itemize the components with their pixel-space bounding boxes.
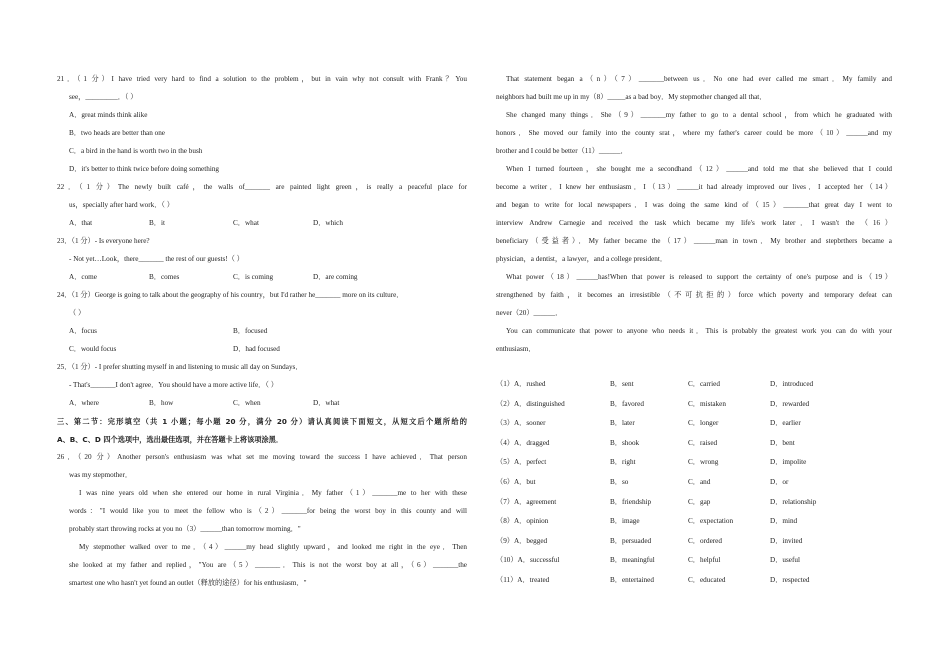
passage-line-15: You can communicate that power to anyone who needs it．This is probably the greatest work you can do with your — [506, 327, 892, 335]
passage-line-9: interview Andrew Carnegie and received the task which became my life's work later．I wasn't the （16） — [496, 219, 892, 227]
blank-11-option-b[interactable]: B．entertained — [610, 576, 654, 584]
blank-1-option-d[interactable]: D．introduced — [770, 380, 814, 388]
blank-4-option-d[interactable]: D．bent — [770, 438, 795, 447]
blank-5-option-b[interactable]: B．right — [610, 458, 636, 467]
passage-line-13: strengthened by faith，it becomes an irresistible（不可抗拒的）force which poverty and temporary defeat can — [496, 291, 892, 299]
q22-option-a[interactable]: A．that — [69, 219, 93, 227]
q23-stem-line1: 23．（1 分）- Is everyone here? — [57, 237, 150, 245]
blank-4-option-a[interactable]: （4）A．dragged — [496, 438, 550, 447]
blank-5-option-a[interactable]: （5）A．perfect — [496, 458, 547, 467]
q22-stem-line2: us，specially after hard work．（ ） — [69, 201, 174, 209]
blank-2-option-c[interactable]: C．mistaken — [688, 399, 726, 408]
q23-stem-line2: - Not yet…Look，there_______ the rest of our guests!（ ） — [69, 255, 244, 263]
q24-option-a[interactable]: A．focus — [69, 327, 97, 335]
q26-passage-line5: probably start throwing rocks at you no（3）______than tomorrow morning．" — [69, 525, 301, 533]
q24-option-b[interactable]: B．focused — [233, 327, 268, 335]
blank-1-option-b[interactable]: B．sent — [610, 380, 634, 388]
blank-8-option-b[interactable]: B．image — [610, 517, 640, 526]
blank-10-option-b[interactable]: B．meaningful — [610, 556, 655, 565]
blank-11-option-d[interactable]: D．respected — [770, 576, 810, 584]
q21-option-a[interactable]: A．great minds think alike — [69, 111, 148, 119]
q26-passage-line4: words："I would like you to meet the fellow who is（2）_______for being the worst boy in this county and will — [69, 507, 467, 515]
blank-10-option-a[interactable]: （10）A．successful — [496, 556, 560, 565]
passage-line-7: become a writer．I knew her enthusiasm．I（13）______it had already improved our lives．I accepted her（14） — [496, 183, 892, 191]
q22-option-b[interactable]: B．it — [149, 219, 165, 227]
blank-9-option-c[interactable]: C．ordered — [688, 536, 722, 545]
q25-option-c[interactable]: C．when — [233, 399, 261, 407]
q25-option-a[interactable]: A．where — [69, 399, 99, 407]
q21-option-b[interactable]: B．two heads are better than one — [69, 129, 165, 137]
blank-11-option-a[interactable]: （11）A．treated — [496, 576, 550, 584]
q24-stem-line1: 24．（1 分）George is going to talk about the geography of his country，but I'd rather he_______ more on its culture． — [57, 291, 404, 299]
blank-6-option-c[interactable]: C．and — [688, 478, 711, 486]
blank-2-option-a[interactable]: （2）A．distinguished — [496, 399, 565, 408]
passage-line-12: What power（18）______has!When that power is released to support the certainty of one's purpose and is（19） — [506, 273, 892, 281]
q21-option-c[interactable]: C．a bird in the hand is worth two in the bush — [69, 147, 203, 155]
blank-3-option-a[interactable]: （3）A．sooner — [496, 419, 546, 428]
passage-line-10: beneficiary（受益者）．My father became the（17）______man in town．My brother and stepbrthers became a — [496, 237, 892, 245]
blank-9-option-d[interactable]: D．invited — [770, 536, 803, 545]
blank-2-option-d[interactable]: D．rewarded — [770, 399, 810, 408]
passage-line-11: physician，a dentist，a lawyer，and a college president． — [496, 255, 668, 263]
q23-option-d[interactable]: D．are coming — [313, 273, 358, 281]
blank-5-option-c[interactable]: C．wrong — [688, 458, 719, 467]
q21-stem-line1: 21．（1 分）I have tried very hard to find a solution to the problem，but in vain why not consult with Frank？You — [57, 75, 467, 83]
blank-11-option-c[interactable]: C．educated — [688, 576, 726, 584]
blank-10-option-c[interactable]: C．helpful — [688, 556, 721, 565]
blank-8-option-a[interactable]: （8）A．opinion — [496, 517, 549, 526]
blank-7-option-b[interactable]: B．friendship — [610, 497, 652, 506]
blank-6-option-d[interactable]: D．or — [770, 478, 789, 486]
blank-8-option-d[interactable]: D．mind — [770, 517, 798, 526]
blank-8-option-c[interactable]: C．expectation — [688, 517, 734, 526]
q26-passage-line6: My stepmother walked over to me．（4）______my head slightly upward，and looked me right in the eye．Then — [79, 543, 467, 551]
q23-option-a[interactable]: A．come — [69, 273, 97, 281]
blank-1-option-a[interactable]: （1）A．rushed — [496, 380, 546, 388]
passage-line-6: When I turned fourteen，she bought me a secondhand（12）______and told me that she believed that I could — [506, 165, 892, 173]
q26-passage-line7: she looked at my father and replied，"You are（5）_______．This is not the worst boy at all，（6）_______the — [69, 561, 467, 569]
q26-passage-line8: smartest one who hasn't yet found an outlet（释放的途径）for his enthusiasm．" — [69, 579, 307, 587]
passage-line-8: and began to write for local newspapers．I was doing the same kind of（15）_______that great day I went to — [496, 201, 892, 209]
blank-6-option-a[interactable]: （6）A．but — [496, 478, 536, 486]
blank-4-option-c[interactable]: C．raised — [688, 438, 718, 447]
blank-9-option-b[interactable]: B．persuaded — [610, 536, 652, 545]
q25-option-d[interactable]: D．what — [313, 399, 340, 407]
blank-10-option-d[interactable]: D．useful — [770, 556, 800, 565]
blank-4-option-b[interactable]: B．shook — [610, 438, 640, 447]
q25-stem-line2: - That's_______I don't agree．You should have a more active life．（ ） — [69, 381, 278, 389]
q24-option-c[interactable]: C．would focus — [69, 345, 117, 353]
blank-7-option-c[interactable]: C．gap — [688, 497, 711, 506]
q26-passage-line1: 26．（20 分）Another person's enthusiasm was what set me moving toward the success I have achieved．That person — [57, 453, 467, 461]
passage-line-2: neighbors had built me up in my（8）_____as a bad boy．My stepmother changed all that． — [496, 93, 767, 101]
passage-line-3: She changed many things．She（9）_______my father to go to a dental school，from which he graduated with — [506, 111, 892, 119]
q24-stem-line2: （ ） — [69, 309, 86, 317]
blank-6-option-b[interactable]: B．so — [610, 478, 629, 486]
passage-line-1: That statement began a（n）（7）_______between us．No one had ever called me smart．My family and — [506, 75, 892, 83]
q26-passage-line3: I was nine years old when she entered our home in rural Virginia．My father（1）_______me to her with these — [79, 489, 467, 497]
blank-1-option-c[interactable]: C．carried — [688, 380, 720, 388]
passage-line-14: never（20）______． — [496, 309, 563, 317]
blank-9-option-a[interactable]: （9）A．begged — [496, 536, 548, 545]
blank-7-option-a[interactable]: （7）A．agreement — [496, 497, 557, 506]
q25-option-b[interactable]: B．how — [149, 399, 174, 407]
passage-line-4: honors．She moved our family into the county srat，where my father's career could be more（10）______and my — [496, 129, 892, 137]
q25-stem-line1: 25．（1 分）- I prefer shutting myself in and listening to music all day on Sundays． — [57, 363, 303, 371]
q22-stem-line1: 22．（1 分）The newly built café，the walls of_______ are painted light green，is really a peaceful place for — [57, 183, 467, 191]
blank-5-option-d[interactable]: D．impolite — [770, 458, 807, 467]
q23-option-c[interactable]: C．is coming — [233, 273, 274, 281]
q23-option-b[interactable]: B．comes — [149, 273, 180, 281]
q22-option-c[interactable]: C．what — [233, 219, 259, 227]
q22-option-d[interactable]: D．which — [313, 219, 343, 227]
passage-line-16: enthusiasm． — [496, 345, 536, 353]
blank-3-option-b[interactable]: B．later — [610, 419, 635, 428]
section-heading-line2: A、B、C、D 四个选项中，选出最佳选项，并在答题卡上将该项涂黑． — [57, 435, 284, 444]
q26-passage-line2: was my stepmother． — [69, 471, 133, 479]
q21-option-d[interactable]: D．it's better to think twice before doing something — [69, 165, 220, 173]
blank-2-option-b[interactable]: B．favored — [610, 399, 644, 408]
q24-option-d[interactable]: D．had focused — [233, 345, 280, 353]
blank-7-option-d[interactable]: D．relationship — [770, 497, 817, 506]
blank-3-option-d[interactable]: D．earlier — [770, 419, 801, 428]
section-heading-line1: 三、第二节：完形填空（共 1 小题；每小题 20 分，满分 20 分）请认真阅读下面短文，从短文后个题所给的 — [57, 417, 467, 426]
passage-line-5: brother and I could be better（11）______． — [496, 147, 628, 155]
q21-stem-line2: see，_________．（ ） — [69, 93, 138, 101]
blank-3-option-c[interactable]: C．longer — [688, 419, 719, 428]
